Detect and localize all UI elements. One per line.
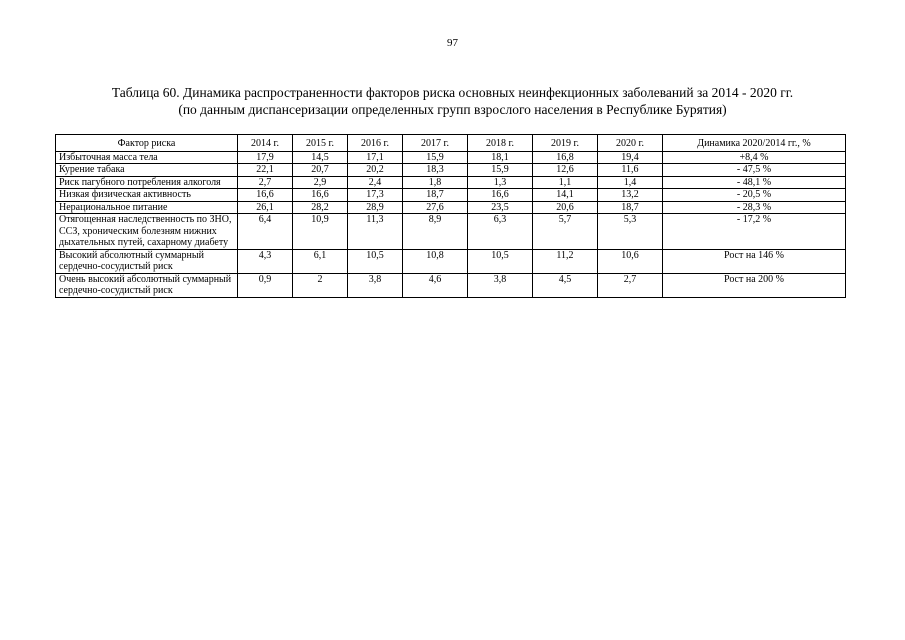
table-header-row	[56, 135, 846, 152]
cell-dynamics: - 47,5 %	[663, 164, 846, 177]
cell-factor: Нерациональное питание	[56, 201, 238, 214]
cell-dynamics: - 20,5 %	[663, 189, 846, 202]
cell-factor: Очень высокий абсолютный суммарный сердечно-сосудистый риск	[56, 273, 238, 297]
cell-dynamics: - 48,1 %	[663, 176, 846, 189]
cell-2019: 11,2	[533, 249, 598, 273]
cell-dynamics: +8,4 %	[663, 151, 846, 164]
cell-2015: 10,9	[293, 214, 348, 250]
cell-2020: 1,4	[598, 176, 663, 189]
cell-2017: 8,9	[403, 214, 468, 250]
cell-2016: 17,3	[348, 189, 403, 202]
cell-2020: 11,6	[598, 164, 663, 177]
cell-2019: 5,7	[533, 214, 598, 250]
header-2015: 2015 г.	[293, 135, 348, 152]
header-2018: 2018 г.	[468, 135, 533, 152]
cell-factor: Отягощенная наследственность по ЗНО, ССЗ, хроническим болезням нижних дыхательных путей, сахарному диабету	[56, 214, 238, 250]
cell-dynamics: Рост на 200 %	[663, 273, 846, 297]
cell-2014: 4,3	[238, 249, 293, 273]
cell-2020: 10,6	[598, 249, 663, 273]
header-2019: 2019 г.	[533, 135, 598, 152]
cell-2016: 10,5	[348, 249, 403, 273]
cell-2015: 28,2	[293, 201, 348, 214]
page-number: 97	[447, 37, 458, 49]
cell-factor: Низкая физическая активность	[56, 189, 238, 202]
cell-2019: 16,8	[533, 151, 598, 164]
cell-2017: 18,3	[403, 164, 468, 177]
table-row	[56, 189, 846, 202]
cell-2018: 6,3	[468, 214, 533, 250]
cell-2018: 23,5	[468, 201, 533, 214]
cell-2018: 15,9	[468, 164, 533, 177]
cell-2020: 19,4	[598, 151, 663, 164]
cell-2020: 18,7	[598, 201, 663, 214]
table-row	[56, 151, 846, 164]
cell-2020: 2,7	[598, 273, 663, 297]
cell-factor: Риск пагубного потребления алкоголя	[56, 176, 238, 189]
cell-2017: 27,6	[403, 201, 468, 214]
cell-2017: 4,6	[403, 273, 468, 297]
cell-2016: 17,1	[348, 151, 403, 164]
cell-factor: Курение табака	[56, 164, 238, 177]
cell-2014: 26,1	[238, 201, 293, 214]
cell-2019: 4,5	[533, 273, 598, 297]
caption-line-1: Таблица 60. Динамика распространенности факторов риска основных неинфекционных заболеваний за 2014 - 2020 гг.	[111, 85, 794, 100]
cell-2014: 16,6	[238, 189, 293, 202]
table-row	[56, 249, 846, 273]
cell-2015: 2	[293, 273, 348, 297]
cell-2015: 6,1	[293, 249, 348, 273]
cell-2014: 6,4	[238, 214, 293, 250]
cell-2016: 28,9	[348, 201, 403, 214]
cell-2017: 10,8	[403, 249, 468, 273]
cell-2018: 18,1	[468, 151, 533, 164]
cell-factor: Высокий абсолютный суммарный сердечно-сосудистый риск	[56, 249, 238, 273]
header-2016: 2016 г.	[348, 135, 403, 152]
cell-2018: 16,6	[468, 189, 533, 202]
table-caption	[0, 84, 905, 118]
cell-2017: 15,9	[403, 151, 468, 164]
cell-2018: 3,8	[468, 273, 533, 297]
risk-factors-table	[55, 134, 846, 298]
cell-2016: 20,2	[348, 164, 403, 177]
cell-2015: 14,5	[293, 151, 348, 164]
cell-2019: 12,6	[533, 164, 598, 177]
cell-2019: 1,1	[533, 176, 598, 189]
table-row	[56, 201, 846, 214]
cell-2015: 20,7	[293, 164, 348, 177]
cell-2015: 2,9	[293, 176, 348, 189]
header-dynamics: Динамика 2020/2014 гг., %	[663, 135, 846, 152]
cell-2017: 1,8	[403, 176, 468, 189]
cell-2017: 18,7	[403, 189, 468, 202]
header-2017: 2017 г.	[403, 135, 468, 152]
cell-2014: 2,7	[238, 176, 293, 189]
cell-2018: 1,3	[468, 176, 533, 189]
cell-dynamics: Рост на 146 %	[663, 249, 846, 273]
table-row	[56, 176, 846, 189]
cell-2019: 14,1	[533, 189, 598, 202]
caption-line-2: (по данным диспансеризации определенных групп взрослого населения в Республике Бурятия)	[178, 102, 727, 117]
table-row	[56, 214, 846, 250]
header-2014: 2014 г.	[238, 135, 293, 152]
table-row	[56, 164, 846, 177]
cell-2016: 11,3	[348, 214, 403, 250]
cell-2020: 5,3	[598, 214, 663, 250]
cell-dynamics: - 17,2 %	[663, 214, 846, 250]
cell-dynamics: - 28,3 %	[663, 201, 846, 214]
cell-2016: 3,8	[348, 273, 403, 297]
table-row	[56, 273, 846, 297]
cell-2019: 20,6	[533, 201, 598, 214]
cell-2014: 22,1	[238, 164, 293, 177]
cell-2014: 17,9	[238, 151, 293, 164]
cell-2016: 2,4	[348, 176, 403, 189]
cell-2018: 10,5	[468, 249, 533, 273]
header-2020: 2020 г.	[598, 135, 663, 152]
header-factor: Фактор риска	[56, 135, 238, 152]
cell-factor: Избыточная масса тела	[56, 151, 238, 164]
cell-2020: 13,2	[598, 189, 663, 202]
cell-2015: 16,6	[293, 189, 348, 202]
cell-2014: 0,9	[238, 273, 293, 297]
